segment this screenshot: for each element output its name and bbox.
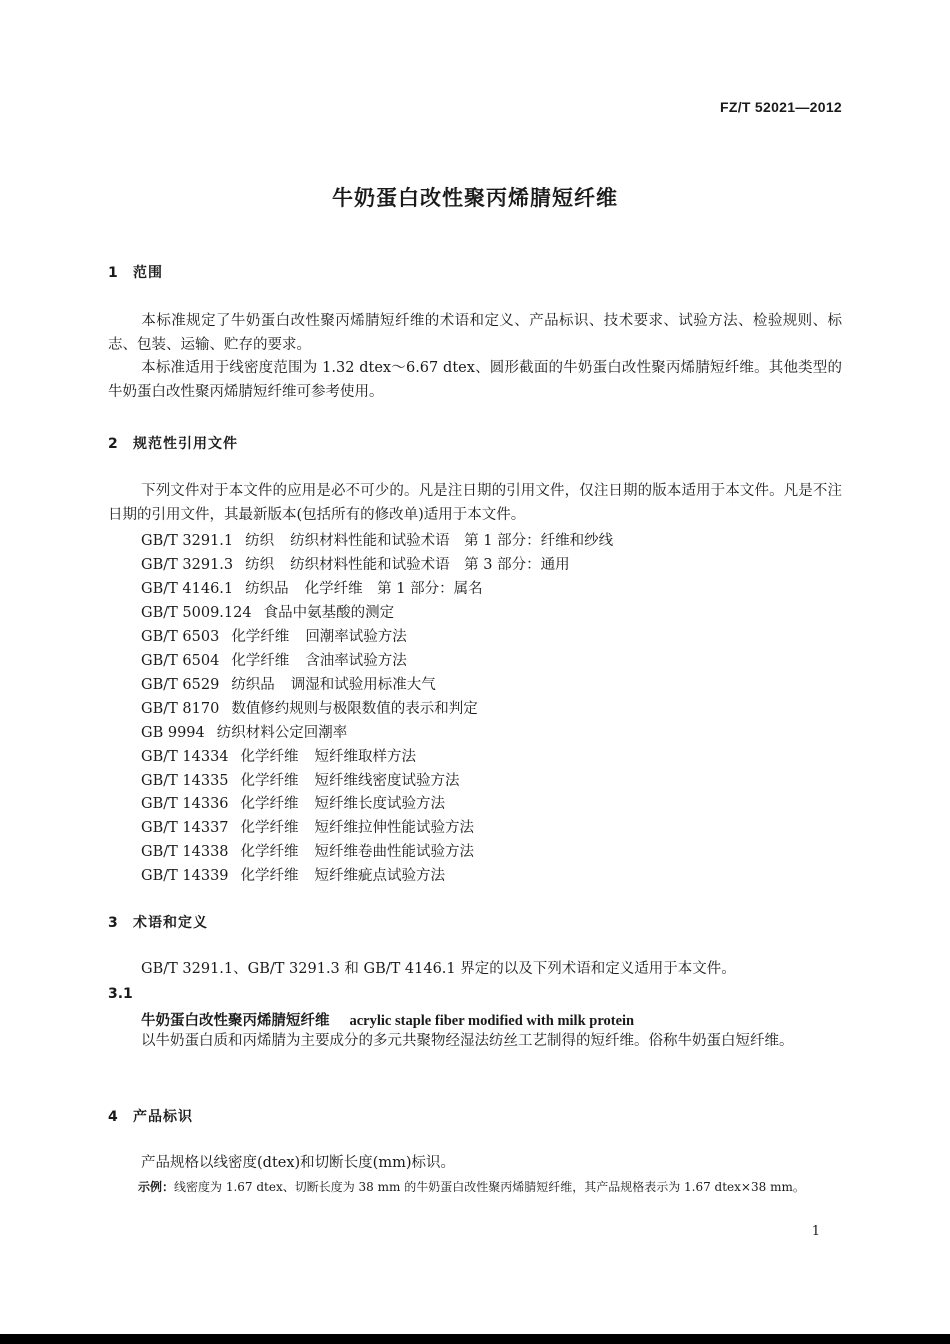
- bottom-border: [0, 1334, 950, 1344]
- standard-number: FZ/T 52021—2012: [719, 99, 842, 115]
- term-english: acrylic staple fiber modified with milk protein: [349, 1013, 635, 1029]
- section-3-heading: [108, 912, 208, 932]
- reference-title: 化学纤维: [240, 868, 299, 884]
- reference-item: [141, 816, 474, 837]
- reference-item: [141, 697, 494, 718]
- reference-subtitle: 纺织材料性能和试验术语 第 3 部分：通用: [290, 557, 570, 573]
- reference-title: 数值修约规则与极限数值的表示和判定: [231, 701, 478, 717]
- reference-item: [141, 769, 460, 790]
- section-number: 3: [108, 915, 119, 931]
- paragraph-text: 产品规格以线密度(dtex)和切断长度(mm)标识。: [141, 1155, 455, 1171]
- example-text: 线密度为 1.67 dtex、切断长度为 38 mm 的牛奶蛋白改性聚丙烯腈短纤维，其产品规格表示为 1.67 dtex×38 mm。: [174, 1180, 805, 1194]
- section-title: 术语和定义: [133, 915, 208, 931]
- reference-item: [141, 792, 445, 813]
- reference-title: 食品中氨基酸的测定: [263, 605, 395, 621]
- reference-code: GB/T 6529: [141, 677, 220, 693]
- section-2-intro: [108, 480, 842, 527]
- document-title: 牛奶蛋白改性聚丙烯腈短纤维: [332, 186, 618, 210]
- reference-item: [141, 745, 416, 766]
- reference-code: GB/T 6504: [141, 653, 220, 669]
- reference-item: [141, 649, 407, 670]
- section-title: 范围: [133, 265, 163, 281]
- reference-item: [141, 864, 445, 885]
- reference-code: GB/T 3291.1: [141, 533, 234, 549]
- reference-title: 化学纤维: [240, 749, 299, 765]
- reference-title: 化学纤维: [231, 653, 290, 669]
- section-number: 4: [108, 1109, 119, 1125]
- reference-subtitle: 短纤维长度试验方法: [314, 796, 446, 812]
- reference-item: [141, 529, 613, 550]
- section-3-intro: [108, 958, 842, 982]
- section-number: 2: [108, 436, 119, 452]
- section-title: 产品标识: [133, 1109, 193, 1125]
- reference-title: 纺织材料公定回潮率: [216, 725, 348, 741]
- reference-code: GB/T 4146.1: [141, 581, 234, 597]
- reference-code: GB/T 14336: [141, 796, 229, 812]
- reference-code: GB/T 14337: [141, 820, 229, 836]
- reference-subtitle: 调湿和试验用标准大气: [290, 677, 436, 693]
- section-4-paragraph-1: [108, 1152, 842, 1176]
- reference-subtitle: 纺织材料性能和试验术语 第 1 部分：纤维和纱线: [290, 533, 614, 549]
- reference-item: [141, 577, 483, 598]
- term-definition: [108, 1030, 842, 1054]
- reference-title: 化学纤维: [231, 629, 290, 645]
- reference-item: [141, 553, 570, 574]
- page-number: 1: [811, 1224, 820, 1239]
- reference-code: GB/T 3291.3: [141, 557, 234, 573]
- reference-subtitle: 回潮率试验方法: [305, 629, 407, 645]
- paragraph-text: 本标准适用于线密度范围为 1.32 dtex～6.67 dtex、圆形截面的牛奶蛋白改性聚丙烯腈短纤维。其他类型的牛奶蛋白改性聚丙烯腈短纤维可参考使用。: [108, 360, 842, 400]
- reference-code: GB/T 8170: [141, 701, 220, 717]
- term-entry: [141, 1009, 634, 1030]
- reference-subtitle: 化学纤维 第 1 部分：属名: [304, 581, 483, 597]
- reference-subtitle: 含油率试验方法: [305, 653, 407, 669]
- reference-item: [141, 625, 407, 646]
- paragraph-text: 以牛奶蛋白质和丙烯腈为主要成分的多元共聚物经湿法纺丝工艺制得的短纤维。俗称牛奶蛋白短纤维。: [141, 1033, 794, 1049]
- section-1-paragraph-2: [108, 357, 842, 404]
- paragraph-text: GB/T 3291.1、GB/T 3291.3 和 GB/T 4146.1 界定的以及下列术语和定义适用于本文件。: [141, 961, 736, 977]
- reference-title: 化学纤维: [240, 773, 299, 789]
- reference-code: GB/T 14339: [141, 868, 229, 884]
- reference-subtitle: 短纤维线密度试验方法: [314, 773, 460, 789]
- reference-item: [141, 601, 410, 622]
- term-chinese: 牛奶蛋白改性聚丙烯腈短纤维: [141, 1013, 330, 1029]
- section-4-heading: [108, 1106, 193, 1126]
- example-note: [108, 1177, 842, 1197]
- paragraph-text: 下列文件对于本文件的应用是必不可少的。凡是注日期的引用文件，仅注日期的版本适用于本文件。凡是不注日期的引用文件，其最新版本(包括所有的修改单)适用于本文件。: [108, 483, 842, 523]
- section-1-heading: [108, 262, 163, 282]
- reference-code: GB/T 6503: [141, 629, 220, 645]
- reference-title: 化学纤维: [240, 820, 299, 836]
- reference-code: GB 9994: [141, 725, 205, 741]
- reference-code: GB/T 14335: [141, 773, 229, 789]
- reference-title: 化学纤维: [240, 844, 299, 860]
- reference-title: 纺织品: [245, 581, 289, 597]
- reference-item: [141, 673, 436, 694]
- section-number: 1: [108, 265, 119, 281]
- reference-title: 纺织: [245, 557, 275, 573]
- example-label: 示例：: [138, 1180, 175, 1194]
- section-title: 规范性引用文件: [133, 436, 238, 452]
- reference-subtitle: 短纤维卷曲性能试验方法: [314, 844, 475, 860]
- reference-item: [141, 721, 363, 742]
- reference-title: 纺织品: [231, 677, 275, 693]
- reference-code: GB/T 5009.124: [141, 605, 252, 621]
- paragraph-text: 本标准规定了牛奶蛋白改性聚丙烯腈短纤维的术语和定义、产品标识、技术要求、试验方法、检验规则、标志、包装、运输、贮存的要求。: [108, 313, 842, 353]
- reference-code: GB/T 14334: [141, 749, 229, 765]
- section-2-heading: [108, 433, 238, 453]
- reference-subtitle: 短纤维拉伸性能试验方法: [314, 820, 475, 836]
- reference-subtitle: 短纤维取样方法: [314, 749, 417, 765]
- term-number: 3.1: [108, 986, 133, 1002]
- section-1-paragraph-1: [108, 310, 842, 357]
- reference-title: 纺织: [245, 533, 275, 549]
- reference-code: GB/T 14338: [141, 844, 229, 860]
- reference-subtitle: 短纤维疵点试验方法: [314, 868, 446, 884]
- reference-item: [141, 840, 474, 861]
- reference-title: 化学纤维: [240, 796, 299, 812]
